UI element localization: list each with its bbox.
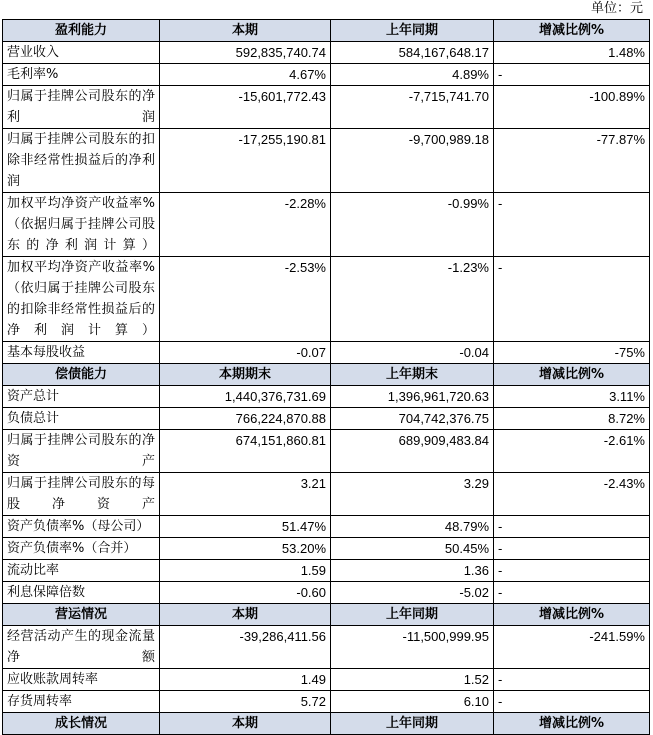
header-change: 增减比例%: [494, 713, 650, 735]
header-current: 本期: [160, 713, 331, 735]
change-value: -: [494, 538, 650, 560]
current-value: 592,835,740.74: [160, 42, 331, 64]
current-value: -15,601,772.43: [160, 86, 331, 129]
prior-value: 4.89%: [331, 64, 494, 86]
row-label: 资产负债率%（合并）: [3, 538, 160, 560]
prior-value: 584,167,648.17: [331, 42, 494, 64]
header-prior: 上年同期: [331, 20, 494, 42]
header-category: 偿债能力: [3, 364, 160, 386]
prior-value: -9,700,989.18: [331, 129, 494, 193]
unit-label: 单位：元: [590, 1, 643, 16]
row-label: 加权平均净资产收益率%（依归属于挂牌公司股东的扣除非经常性损益后的净利润计算）: [3, 257, 160, 342]
change-value: -100.89%: [494, 86, 650, 129]
header-prior: 上年期末: [331, 364, 494, 386]
table-row: [3, 691, 650, 713]
change-value: -2.43%: [494, 473, 650, 516]
table-row: [3, 86, 650, 129]
current-value: -39,286,411.56: [160, 626, 331, 669]
prior-value: 50.45%: [331, 538, 494, 560]
current-value: -0.07: [160, 342, 331, 364]
prior-value: -7,715,741.70: [331, 86, 494, 129]
change-value: -241.59%: [494, 626, 650, 669]
table-body: [3, 20, 650, 735]
table-row: [3, 430, 650, 473]
current-value: 1.49: [160, 669, 331, 691]
prior-value: 689,909,483.84: [331, 430, 494, 473]
row-label: 经营活动产生的现金流量净额: [3, 626, 160, 669]
section-header-profit: [3, 20, 650, 42]
current-value: -2.28%: [160, 193, 331, 257]
change-value: -: [494, 516, 650, 538]
change-value: -: [494, 669, 650, 691]
header-category: 营运情况: [3, 604, 160, 626]
current-value: 51.47%: [160, 516, 331, 538]
row-label: 资产总计: [3, 386, 160, 408]
header-current: 本期期末: [160, 364, 331, 386]
row-label: 资产负债率%（母公司）: [3, 516, 160, 538]
change-value: -: [494, 64, 650, 86]
table-row: [3, 408, 650, 430]
current-value: 4.67%: [160, 64, 331, 86]
table-row: [3, 516, 650, 538]
row-label: 毛利率%: [3, 64, 160, 86]
row-label: 营业收入: [3, 42, 160, 64]
current-value: -2.53%: [160, 257, 331, 342]
change-value: -: [494, 193, 650, 257]
header-category: 成长情况: [3, 713, 160, 735]
table-row: [3, 626, 650, 669]
header-change: 增减比例%: [494, 364, 650, 386]
change-value: -77.87%: [494, 129, 650, 193]
current-value: 3.21: [160, 473, 331, 516]
header-change: 增减比例%: [494, 20, 650, 42]
prior-value: -11,500,999.95: [331, 626, 494, 669]
row-label: 归属于挂牌公司股东的净资产: [3, 430, 160, 473]
change-value: -2.61%: [494, 430, 650, 473]
section-header-solvency: [3, 364, 650, 386]
row-label: 归属于挂牌公司股东的每股净资产: [3, 473, 160, 516]
change-value: -: [494, 691, 650, 713]
current-value: 766,224,870.88: [160, 408, 331, 430]
current-value: 1,440,376,731.69: [160, 386, 331, 408]
prior-value: -0.04: [331, 342, 494, 364]
header-change: 增减比例%: [494, 604, 650, 626]
change-value: -: [494, 582, 650, 604]
table-row: [3, 386, 650, 408]
table-row: [3, 257, 650, 342]
prior-value: 1.36: [331, 560, 494, 582]
current-value: -17,255,190.81: [160, 129, 331, 193]
row-label: 存货周转率: [3, 691, 160, 713]
financial-indicators-table: [2, 19, 650, 735]
table-row: [3, 193, 650, 257]
prior-value: -0.99%: [331, 193, 494, 257]
current-value: 53.20%: [160, 538, 331, 560]
prior-value: 48.79%: [331, 516, 494, 538]
row-label: 归属于挂牌公司股东的净利润: [3, 86, 160, 129]
change-value: -: [494, 560, 650, 582]
header-current: 本期: [160, 20, 331, 42]
table-row: [3, 538, 650, 560]
row-label: 基本每股收益: [3, 342, 160, 364]
table-row: [3, 473, 650, 516]
row-label: 流动比率: [3, 560, 160, 582]
current-value: 674,151,860.81: [160, 430, 331, 473]
prior-value: 1.52: [331, 669, 494, 691]
prior-value: 1,396,961,720.63: [331, 386, 494, 408]
table-row: [3, 342, 650, 364]
current-value: 1.59: [160, 560, 331, 582]
row-label: 加权平均净资产收益率%（依据归属于挂牌公司股东的净利润计算）: [3, 193, 160, 257]
prior-value: -5.02: [331, 582, 494, 604]
current-value: -0.60: [160, 582, 331, 604]
section-header-operation: [3, 604, 650, 626]
prior-value: -1.23%: [331, 257, 494, 342]
header-prior: 上年同期: [331, 713, 494, 735]
change-value: -75%: [494, 342, 650, 364]
change-value: 1.48%: [494, 42, 650, 64]
prior-value: 6.10: [331, 691, 494, 713]
table-row: [3, 42, 650, 64]
header-prior: 上年同期: [331, 604, 494, 626]
change-value: -: [494, 257, 650, 342]
table-row: [3, 582, 650, 604]
row-label: 归属于挂牌公司股东的扣除非经常性损益后的净利润: [3, 129, 160, 193]
table-row: [3, 64, 650, 86]
change-value: 8.72%: [494, 408, 650, 430]
current-value: 5.72: [160, 691, 331, 713]
header-category: 盈利能力: [3, 20, 160, 42]
row-label: 应收账款周转率: [3, 669, 160, 691]
prior-value: 3.29: [331, 473, 494, 516]
header-current: 本期: [160, 604, 331, 626]
table-row: [3, 560, 650, 582]
table-row: [3, 669, 650, 691]
prior-value: 704,742,376.75: [331, 408, 494, 430]
row-label: 负债总计: [3, 408, 160, 430]
table-row: [3, 129, 650, 193]
change-value: 3.11%: [494, 386, 650, 408]
row-label: 利息保障倍数: [3, 582, 160, 604]
